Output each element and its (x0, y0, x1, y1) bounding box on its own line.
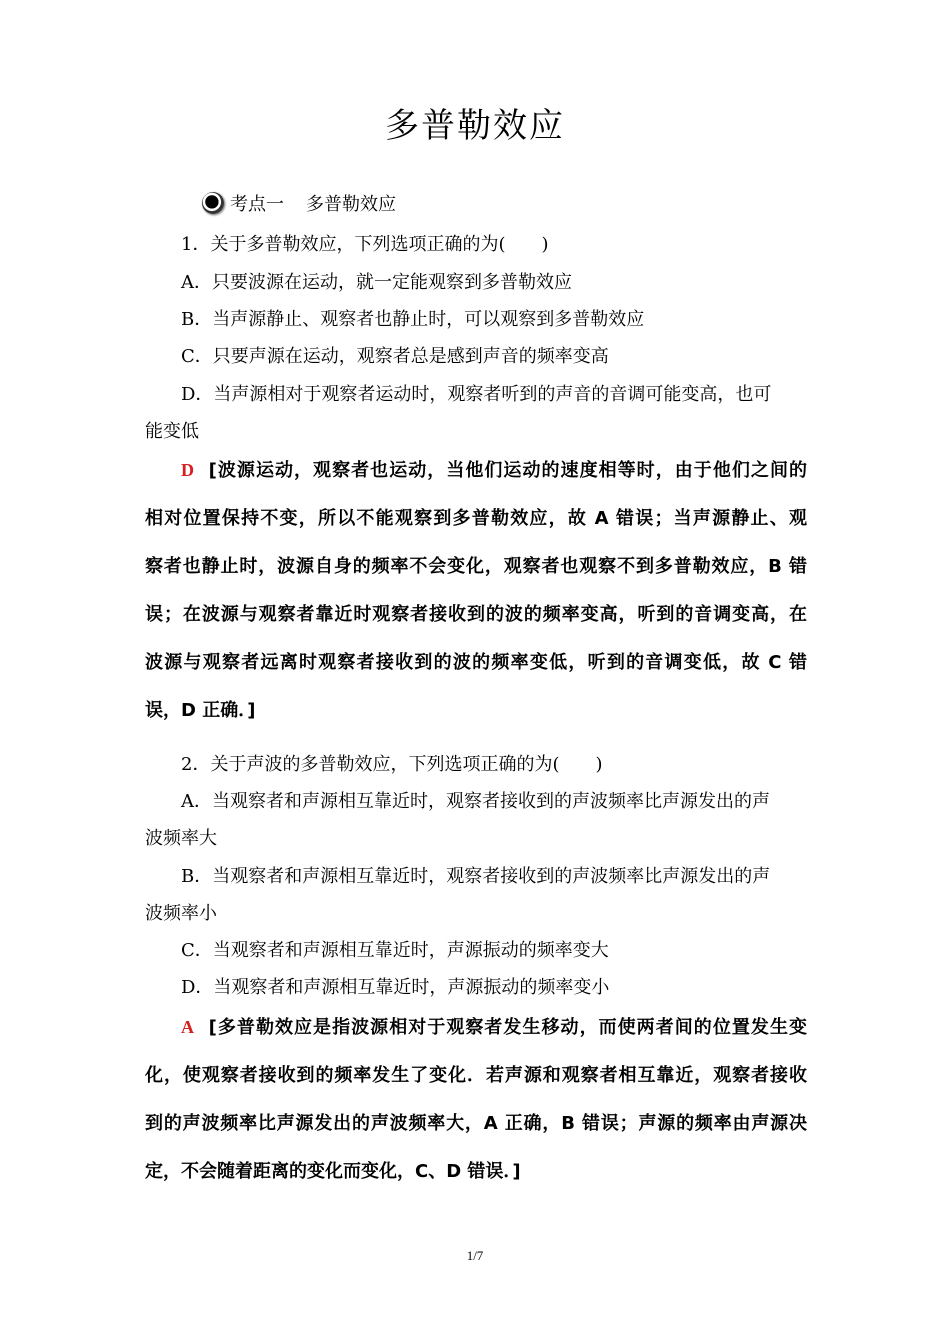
section-number: 考点一 (230, 194, 284, 215)
q2-stem: 2．关于声波的多普勒效应，下列选项正确的为( ) (181, 754, 603, 775)
q1-option-a: A．只要波源在运动，就一定能观察到多普勒效应 (181, 272, 572, 293)
q2-explanation: A [多普勒效应是指波源相对于观察者发生移动，而使两者间的位置发生变 化，使观察者接收到的频率发生了变化．若声源和观察者相互靠近，观察者接收 到的声波频率比声源发出的声波频率大，A 正确，B 错误；声源的频率由声源决 定，不会随着距离的变化而变化，C、D 错误．] (145, 1017, 807, 1182)
q1-option-b: B．当声源静止、观察者也静止时，可以观察到多普勒效应 (181, 309, 645, 330)
q2-option-a: A．当观察者和声源相互靠近时，观察者接收到的声波频率比声源发出的声 (181, 791, 770, 812)
q1-option-d-cont: 能变低 (145, 421, 199, 442)
q1-option-d: D．当声源相对于观察者运动时，观察者听到的声音的音调可能变高，也可 (181, 384, 772, 405)
q2-option-c: C．当观察者和声源相互靠近时，声源振动的频率变大 (181, 940, 609, 961)
q2-option-b: B．当观察者和声源相互靠近时，观察者接收到的声波频率比声源发出的声 (181, 866, 771, 887)
q2-option-b-cont: 波频率小 (145, 903, 217, 924)
q1-option-c: C．只要声源在运动，观察者总是感到声音的频率变高 (181, 346, 609, 367)
bullet-icon (202, 192, 224, 214)
section-name: 多普勒效应 (306, 194, 396, 215)
q2-option-d: D．当观察者和声源相互靠近时，声源振动的频率变小 (181, 977, 610, 998)
q2-option-a-cont: 波频率大 (145, 828, 217, 849)
page-title: 多普勒效应 (385, 106, 565, 146)
page-number: 1/7 (466, 1248, 484, 1263)
q1-explanation: D [波源运动，观察者也运动，当他们运动的速度相等时，由于他们之间的 相对位置保持不变，所以不能观察到多普勒效应，故 A 错误；当声源静止、观 察者也静止时，波源自身的频率不会变化，观察者也观察不到多普勒效应，B 错 误；在波源与观察者靠近时观察者接收到的波的频率变高，听到的音调变高，在 波源与观察者远离时观察者接收到的波的频率变低，听到的音调变低，故 C 错 误，D 正确．] (145, 460, 807, 721)
q1-answer: D (181, 460, 194, 480)
q1-stem: 1．关于多普勒效应，下列选项正确的为( ) (181, 234, 549, 255)
section-heading (202, 190, 396, 216)
q2-answer: A (181, 1017, 194, 1037)
